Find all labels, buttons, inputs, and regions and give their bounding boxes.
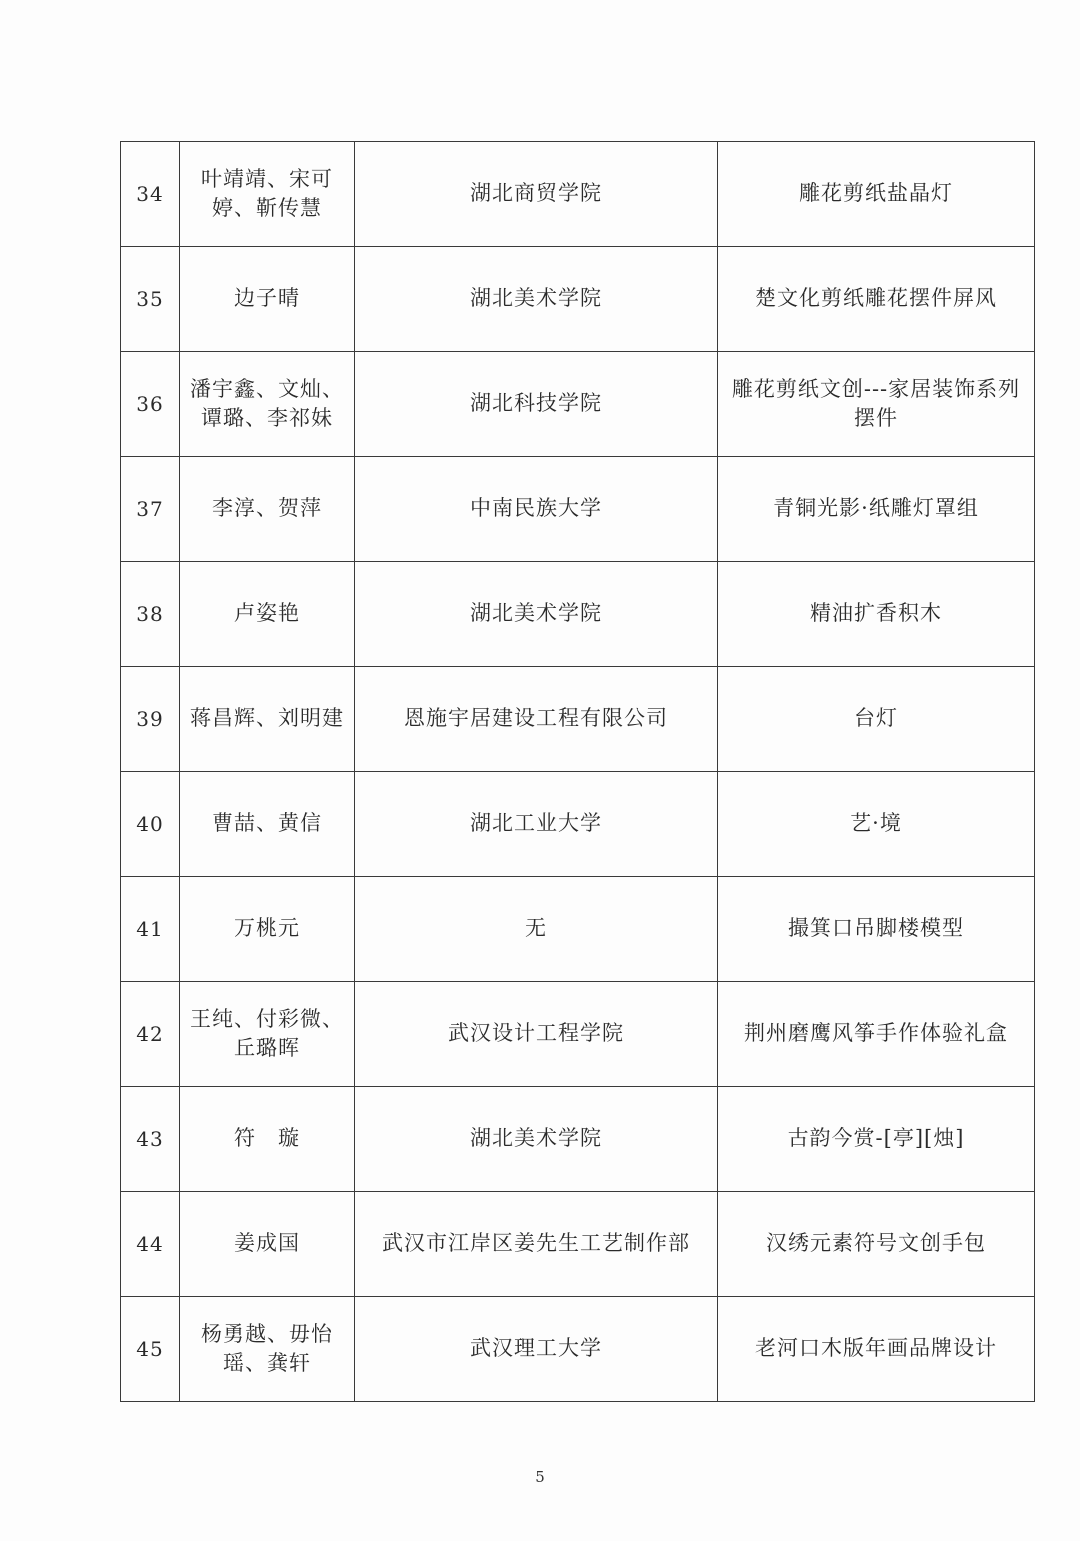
row-number: 41: [121, 877, 180, 982]
organization: 湖北商贸学院: [355, 142, 718, 247]
work-title: 老河口木版年画品牌设计: [718, 1297, 1035, 1402]
work-title: 古韵今赏-[亭][烛]: [718, 1087, 1035, 1192]
author-names: 姜成国: [180, 1192, 355, 1297]
table-row: [121, 877, 1035, 982]
author-names: 杨勇越、毋怡瑶、龚轩: [180, 1297, 355, 1402]
row-number: 44: [121, 1192, 180, 1297]
work-title: 撮箕口吊脚楼模型: [718, 877, 1035, 982]
award-list-table: [120, 141, 1035, 1402]
organization: 湖北美术学院: [355, 562, 718, 667]
table-row: [121, 562, 1035, 667]
author-names: 叶靖靖、宋可婷、靳传慧: [180, 142, 355, 247]
organization: 无: [355, 877, 718, 982]
organization: 湖北工业大学: [355, 772, 718, 877]
table-row: [121, 982, 1035, 1087]
row-number: 43: [121, 1087, 180, 1192]
row-number: 34: [121, 142, 180, 247]
row-number: 42: [121, 982, 180, 1087]
author-names: 潘宇鑫、文灿、谭璐、李祁妹: [180, 352, 355, 457]
work-title: 精油扩香积木: [718, 562, 1035, 667]
author-names: 王纯、付彩微、丘璐晖: [180, 982, 355, 1087]
work-title: 台灯: [718, 667, 1035, 772]
table-row: [121, 142, 1035, 247]
author-names: 万桃元: [180, 877, 355, 982]
work-title: 雕花剪纸盐晶灯: [718, 142, 1035, 247]
table-row: [121, 667, 1035, 772]
organization: 恩施宇居建设工程有限公司: [355, 667, 718, 772]
table-row: [121, 1192, 1035, 1297]
table-row: [121, 352, 1035, 457]
row-number: 39: [121, 667, 180, 772]
author-names: 曹喆、黄信: [180, 772, 355, 877]
work-title: 雕花剪纸文创---家居装饰系列摆件: [718, 352, 1035, 457]
work-title: 荆州磨鹰风筝手作体验礼盒: [718, 982, 1035, 1087]
organization: 湖北美术学院: [355, 247, 718, 352]
row-number: 35: [121, 247, 180, 352]
row-number: 37: [121, 457, 180, 562]
work-title: 汉绣元素符号文创手包: [718, 1192, 1035, 1297]
table-row: [121, 247, 1035, 352]
work-title: 艺·境: [718, 772, 1035, 877]
row-number: 38: [121, 562, 180, 667]
organization: 中南民族大学: [355, 457, 718, 562]
row-number: 45: [121, 1297, 180, 1402]
table-row: [121, 1297, 1035, 1402]
table-row: [121, 1087, 1035, 1192]
organization: 武汉市江岸区姜先生工艺制作部: [355, 1192, 718, 1297]
author-names: 卢姿艳: [180, 562, 355, 667]
author-names: 蒋昌辉、刘明建: [180, 667, 355, 772]
author-names: 李淳、贺萍: [180, 457, 355, 562]
organization: 武汉设计工程学院: [355, 982, 718, 1087]
organization: 湖北科技学院: [355, 352, 718, 457]
table-row: [121, 772, 1035, 877]
page-number: 5: [535, 1468, 545, 1486]
row-number: 36: [121, 352, 180, 457]
organization: 武汉理工大学: [355, 1297, 718, 1402]
table-row: [121, 457, 1035, 562]
work-title: 楚文化剪纸雕花摆件屏风: [718, 247, 1035, 352]
organization: 湖北美术学院: [355, 1087, 718, 1192]
author-names: 边子晴: [180, 247, 355, 352]
row-number: 40: [121, 772, 180, 877]
work-title: 青铜光影·纸雕灯罩组: [718, 457, 1035, 562]
author-names: 符 璇: [180, 1087, 355, 1192]
